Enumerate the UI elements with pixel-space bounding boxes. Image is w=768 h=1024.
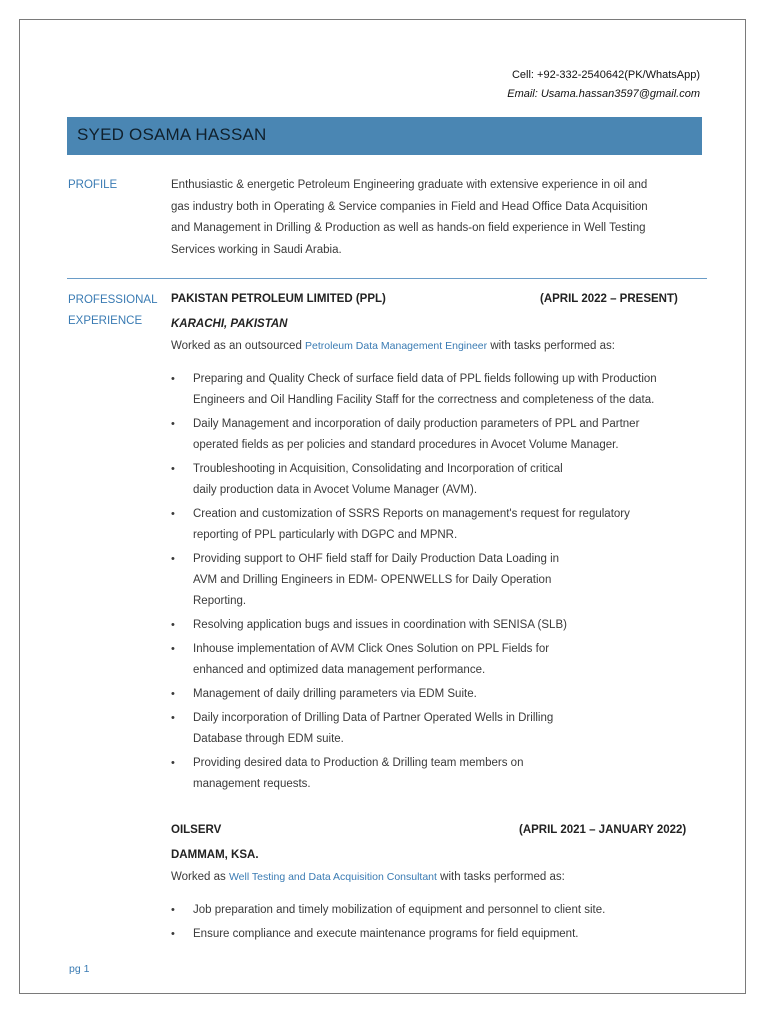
experience-label-line: EXPERIENCE [68, 315, 143, 327]
job-intro-after: with tasks performed as: [487, 340, 615, 352]
bullet-icon: • [171, 757, 175, 769]
bullet-icon: • [171, 553, 175, 565]
contact-cell: Cell: +92-332-2540642(PK/WhatsApp) [511, 69, 700, 81]
job-intro-after: with tasks performed as: [436, 871, 565, 883]
bullet-icon: • [171, 643, 175, 655]
task-line: management requests. [193, 778, 311, 790]
task-item [171, 753, 697, 795]
bullet-icon: • [171, 619, 175, 631]
task-line: Engineers and Oil Handling Facility Staff for the correctness and completeness of the data. [193, 394, 655, 406]
profile-line: Enthusiastic & energetic Petroleum Engineering graduate with extensive experience in oil and [171, 179, 648, 191]
job-role: Well Testing and Data Acquisition Consultant [228, 871, 437, 883]
profile-line: gas industry both in Operating & Service companies in Field and Head Office Data Acquisition [171, 200, 648, 213]
job-company: PAKISTAN PETROLEUM LIMITED (PPL) [171, 293, 386, 305]
task-line: enhanced and optimized data management performance. [193, 664, 486, 676]
task-line: Reporting. [193, 595, 247, 607]
task-line: AVM and Drilling Engineers in EDM- OPENWELLS for Daily Operation [193, 574, 552, 586]
task-line: Creation and customization of SSRS Reports on management's request for regulatory [193, 508, 630, 520]
profile-line: and Management in Drilling & Production as well as hands-on field experience in Well Testing [171, 222, 646, 234]
task-item [171, 684, 697, 705]
candidate-name: SYED OSAMA HASSAN [77, 125, 267, 144]
job-intro-before: Worked as an outsourced [171, 340, 306, 352]
job-intro [171, 871, 565, 883]
task-line: Job preparation and timely mobilization of equipment and personnel to client site. [193, 904, 606, 916]
task-list [171, 900, 697, 948]
bullet-icon: • [171, 373, 175, 385]
bullet-icon: • [171, 928, 175, 940]
page-number: pg 1 [69, 963, 90, 975]
contact-email: Email: Usama.hassan3597@gmail.com [507, 88, 700, 100]
bullet-icon: • [171, 463, 175, 475]
job-role: Petroleum Data Management Engineer [305, 340, 488, 352]
task-line: Inhouse implementation of AVM Click Ones Solution on PPL Fields for [193, 643, 550, 655]
section-divider [67, 278, 707, 279]
job-intro-before: Worked as [171, 871, 229, 883]
task-item [171, 615, 697, 636]
profile-label: PROFILE [68, 179, 118, 191]
task-line: Database through EDM suite. [193, 733, 344, 745]
task-item [171, 549, 697, 612]
experience-label [68, 290, 157, 332]
task-line: Preparing and Quality Check of surface field data of PPL fields following up with Production [193, 373, 657, 385]
job-location: DAMMAM, KSA. [171, 849, 259, 861]
bullet-icon: • [171, 904, 175, 916]
task-line: Ensure compliance and execute maintenance programs for field equipment. [193, 928, 579, 940]
task-line: Resolving application bugs and issues in coordination with SENISA (SLB) [193, 619, 567, 631]
bullet-icon: • [171, 688, 175, 700]
job-header [171, 824, 691, 836]
task-line: Troubleshooting in Acquisition, Consolidating and Incorporation of critical [193, 463, 563, 475]
job-header [171, 293, 691, 305]
task-item [171, 459, 697, 501]
task-item [171, 504, 697, 546]
task-line: operated fields as per policies and standard procedures in Avocet Volume Manager. [193, 439, 619, 451]
job-intro [171, 340, 615, 352]
bullet-icon: • [171, 418, 175, 430]
task-item [171, 414, 697, 456]
task-line: Providing support to OHF field staff for Daily Production Data Loading in [193, 553, 560, 565]
job-location: KARACHI, PAKISTAN [171, 318, 288, 330]
task-item [171, 708, 697, 750]
task-line: daily production data in Avocet Volume Manager (AVM). [193, 484, 478, 496]
bullet-icon: • [171, 712, 175, 724]
job-company: OILSERV [171, 824, 222, 836]
experience-label-line: PROFESSIONAL [68, 294, 158, 306]
contact-block [507, 66, 700, 104]
task-item [171, 369, 697, 411]
task-line: Management of daily drilling parameters via EDM Suite. [193, 688, 477, 700]
name-banner [67, 117, 702, 155]
task-line: Daily incorporation of Drilling Data of Partner Operated Wells in Drilling [193, 712, 554, 724]
task-line: reporting of PPL particularly with DGPC and MPNR. [193, 529, 458, 541]
task-line: Daily Management and incorporation of daily production parameters of PPL and Partner [193, 418, 640, 430]
task-item [171, 639, 697, 681]
profile-text [171, 175, 697, 261]
job-dates: (APRIL 2022 – PRESENT) [540, 293, 678, 305]
profile-line: Services working in Saudi Arabia. [171, 243, 342, 256]
task-list [171, 369, 697, 798]
task-item [171, 900, 697, 921]
task-item [171, 924, 697, 945]
job-dates: (APRIL 2021 – JANUARY 2022) [519, 824, 687, 836]
task-line: Providing desired data to Production & Drilling team members on [193, 757, 524, 769]
bullet-icon: • [171, 508, 175, 520]
